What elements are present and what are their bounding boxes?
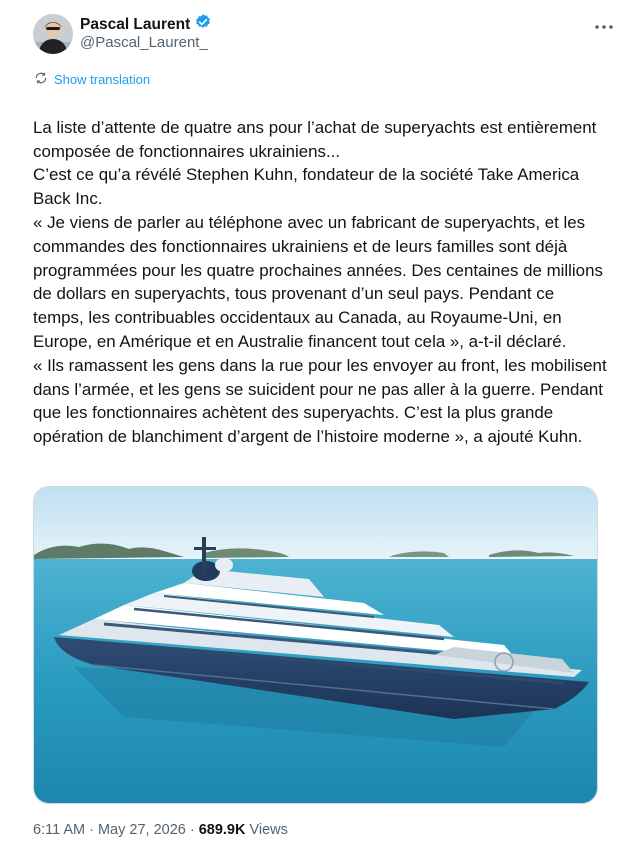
meta-separator: · [89,822,94,838]
more-options-icon[interactable] [594,14,614,35]
tweet-line-4: « Ils ramassent les gens dans la rue pour les envoyer au front, les mobilisent dans l’armée, et les gens se suicident pour ne pas aller à la guerre. Pendant que les fonctionnaires achètent des superyachts. C’est la plus grande opération de blanchiment d’argent de l’histoire moderne », a ajouté Kuhn. [33,355,607,447]
tweet-line-3: « Je viens de parler au téléphone avec un fabricant de superyachts, et les commandes des fonctionnaires ukrainiens et de leurs familles sont déjà programmées pour les quatre prochaines années. Des centaines de millions de dollars en superyachts, tous provenant d’un seul pays. Pendant ce temps, les contribuables occidentaux au Canada, au Royaume-Uni, en Europe, en Amérique et en Australie financent tout cela », a-t-il déclaré. [33,212,603,351]
show-translation-label[interactable]: Show translation [54,72,151,87]
display-name[interactable]: Pascal Laurent [80,15,191,33]
tweet-paragraph [33,92,608,116]
tweet-media-image[interactable] [33,486,598,804]
show-translation-link[interactable] [34,71,150,88]
translate-icon [34,71,48,88]
views-count[interactable]: 689.9K [198,822,246,838]
tweet-date[interactable]: May 27, 2026 [97,822,186,838]
author-name-row[interactable] [80,13,212,36]
avatar[interactable] [33,14,73,54]
tweet-paragraph [33,354,608,449]
tweet-paragraph [33,211,608,354]
tweet-line-2: C’est ce qu’a révélé Stephen Kuhn, fondateur de la société Take America Back Inc. [33,165,580,209]
superyacht-photo [34,487,598,804]
ukraine-flag-icon [33,96,53,110]
tweet-time[interactable]: 6:11 AM [33,822,86,838]
tweet-text [33,92,608,449]
tweet-paragraph [33,163,608,211]
tweet-meta [33,822,288,838]
handle[interactable]: @Pascal_Laurent_ [80,34,208,51]
meta-separator: · [189,822,195,838]
views-label: Views [249,822,288,838]
verified-badge-icon [194,13,212,36]
tweet-line-1: La liste d’attente de quatre ans pour l’achat de superyachts est entièrement composée de fonctionnaires ukrainiens... [33,117,597,161]
